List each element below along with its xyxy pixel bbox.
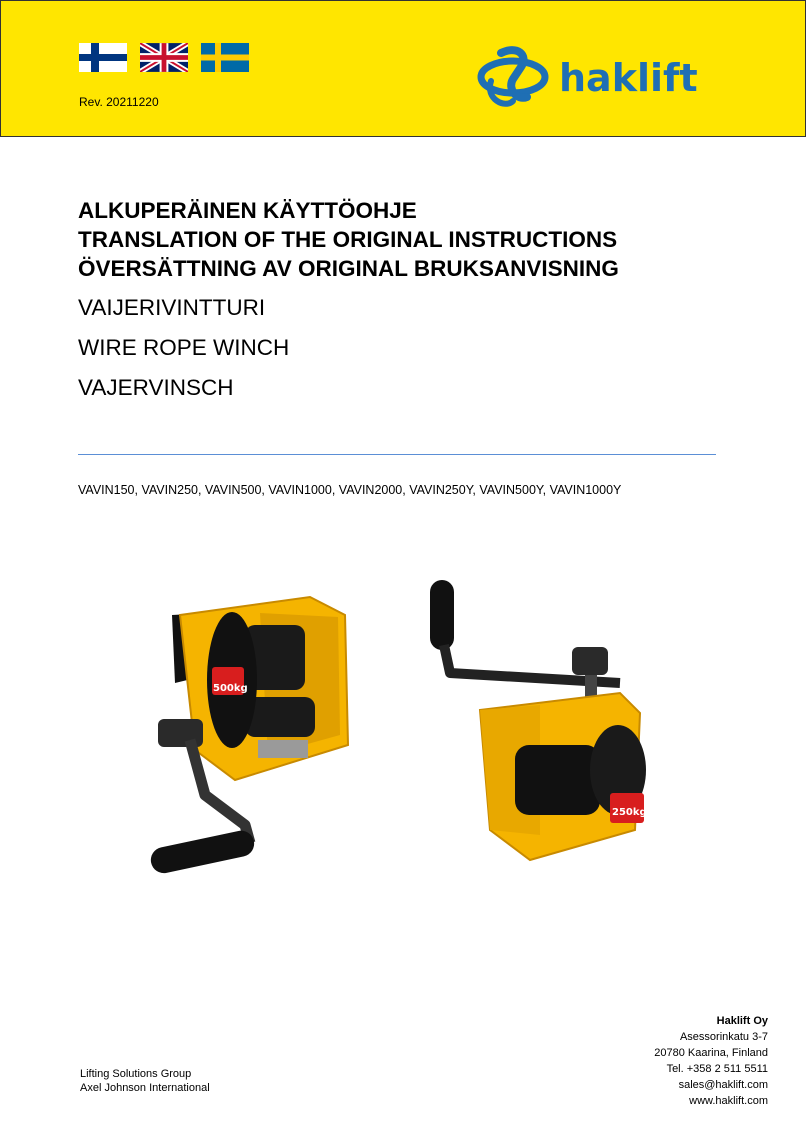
winch-photo-left bbox=[150, 575, 360, 895]
footer-contact-info bbox=[654, 1013, 768, 1109]
winch-photo-right bbox=[420, 575, 660, 865]
uk-flag-icon[interactable] bbox=[140, 43, 188, 72]
svg-text:haklift: haklift bbox=[559, 56, 698, 100]
footer-group-line1: Lifting Solutions Group bbox=[80, 1068, 192, 1080]
product-name-en: WIRE ROPE WINCH bbox=[78, 335, 290, 360]
right-capacity-label: 250kg bbox=[612, 807, 647, 818]
finland-flag-icon[interactable] bbox=[79, 43, 127, 72]
company-email-link[interactable]: sales@haklift.com bbox=[678, 1079, 768, 1091]
title-original-fi: ALKUPERÄINEN KÄYTTÖOHJE bbox=[78, 198, 417, 223]
company-phone: Tel. +358 2 511 5511 bbox=[666, 1063, 768, 1075]
haklift-logo[interactable] bbox=[471, 41, 746, 121]
sweden-flag-icon[interactable] bbox=[201, 43, 249, 72]
document-titles bbox=[78, 196, 619, 403]
company-street: Asessorinkatu 3-7 bbox=[679, 1031, 768, 1043]
product-name-sv: VAJERVINSCH bbox=[78, 375, 234, 400]
revision-label: Rev. 20211220 bbox=[79, 95, 159, 109]
divider-line bbox=[78, 454, 716, 455]
language-flags bbox=[79, 43, 249, 72]
company-city: 20780 Kaarina, Finland bbox=[654, 1047, 768, 1059]
model-list: VAVIN150, VAVIN250, VAVIN500, VAVIN1000, VAVIN2000, VAVIN250Y, VAVIN500Y, VAVIN1000Y bbox=[78, 483, 622, 497]
product-name-fi: VAIJERIVINTTURI bbox=[78, 295, 266, 320]
footer-group-line2: Axel Johnson International bbox=[80, 1082, 210, 1094]
company-website-link[interactable]: www.haklift.com bbox=[689, 1095, 768, 1107]
company-name: Haklift Oy bbox=[716, 1015, 768, 1027]
title-translation-en: TRANSLATION OF THE ORIGINAL INSTRUCTIONS bbox=[78, 227, 618, 252]
header-banner bbox=[0, 0, 806, 137]
title-translation-sv: ÖVERSÄTTNING AV ORIGINAL BRUKSANVISNING bbox=[78, 256, 619, 281]
left-capacity-label: 500kg bbox=[213, 683, 248, 694]
footer-group-info bbox=[80, 1067, 210, 1095]
